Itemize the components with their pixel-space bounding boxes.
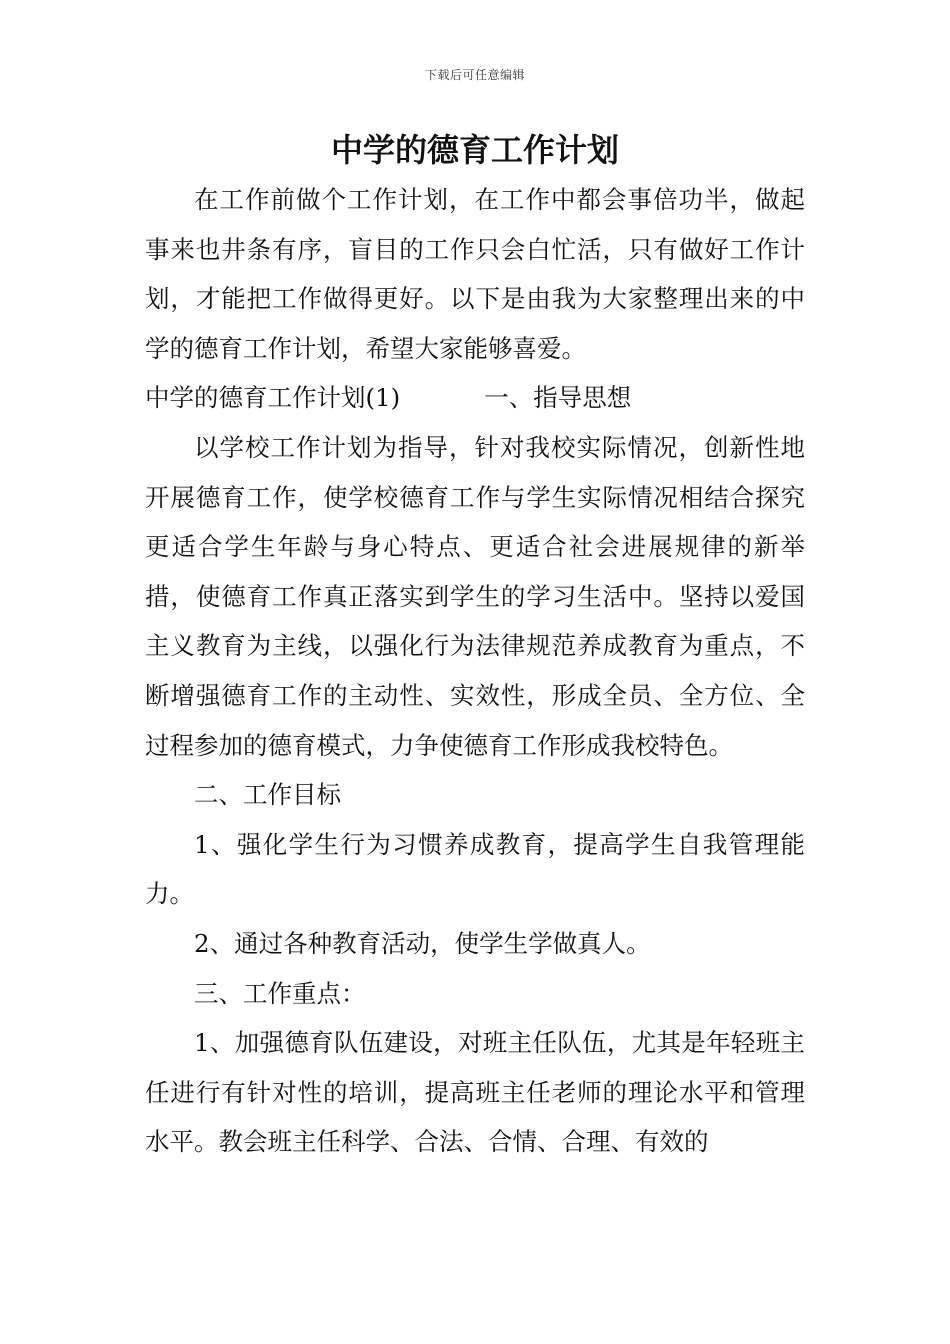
section-heading-goals: 二、工作目标 (194, 780, 341, 810)
document-body (145, 175, 805, 1167)
plan-heading-line (145, 373, 805, 423)
goal-item-1: 1、强化学生行为习惯养成教育，提高学生自我管理能力。 (145, 829, 805, 909)
section-heading-guiding: 一、指导思想 (484, 383, 632, 413)
goal-item-2: 2、通过各种教育活动，使学生学做真人。 (194, 928, 651, 958)
plan-subtitle: 中学的德育工作计划(1) (145, 383, 401, 413)
section-heading-focus: 三、工作重点： (194, 978, 366, 1008)
header-note: 下载后可任意编辑 (424, 68, 525, 82)
document-title: 中学的德育工作计划 (330, 131, 619, 169)
intro-paragraph: 在工作前做个工作计划，在工作中都会事倍功半，做起事来也井条有序，盲目的工作只会白忙活，只有做好工作计划，才能把工作做得更好。以下是由我为大家整理出来的中学的德育工作计划，希望大家能够喜爱。 (145, 185, 805, 363)
focus-item-1: 1、加强德育队伍建设，对班主任队伍，尤其是年轻班主任进行有针对性的培训，提高班主任老师的理论水平和管理水平。教会班主任科学、合法、合情、合理、有效的 (145, 1028, 805, 1157)
guiding-paragraph: 以学校工作计划为指导，针对我校实际情况，创新性地开展德育工作，使学校德育工作与学生实际情况相结合探究更适合学生年龄与身心特点、更适合社会进展规律的新举措，使德育工作真正落实到学生的学习生活中。坚持以爱国主义教育为主线，以强化行为法律规范养成教育为重点，不断增强德育工作的主动性、实效性，形成全员、全方位、全过程参加的德育模式，力争使德育工作形成我校特色。 (145, 432, 805, 760)
